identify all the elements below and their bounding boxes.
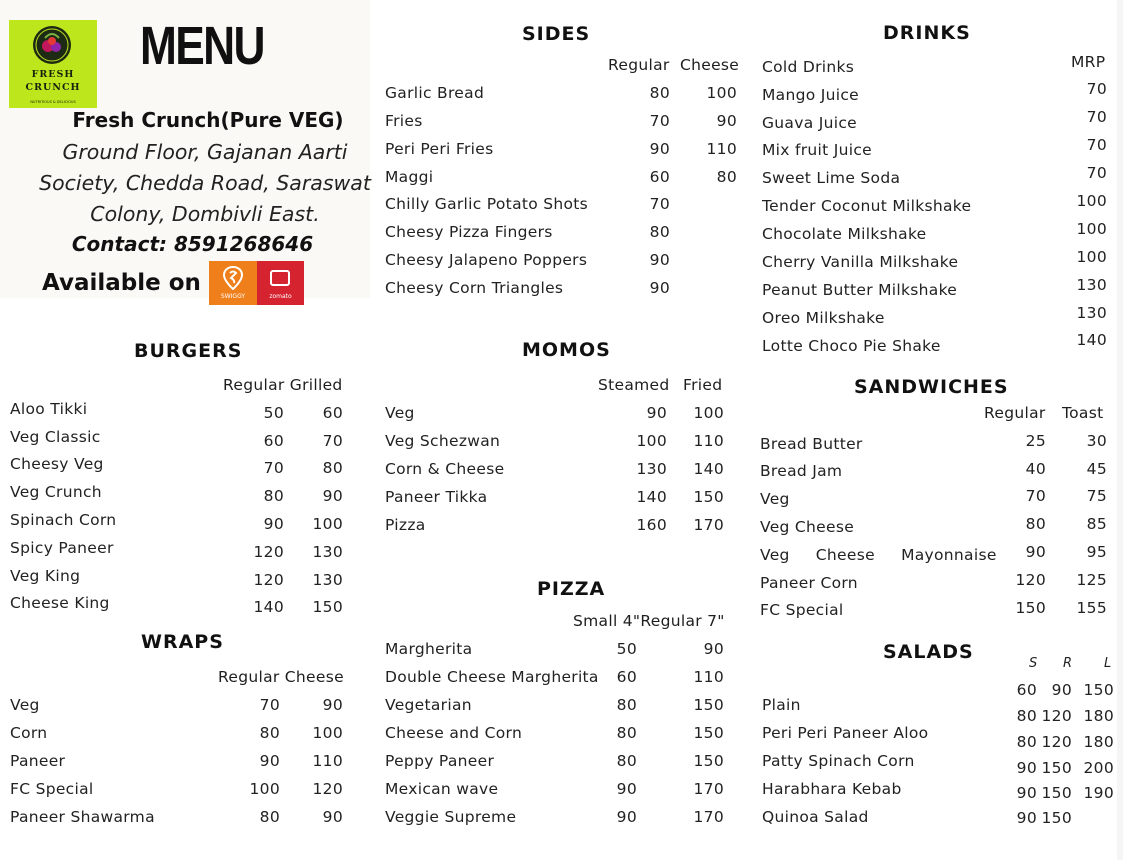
sandwiches-col-regular: Regular	[984, 404, 1046, 422]
right-edge-strip	[1117, 0, 1123, 860]
menu-item-price: 170	[693, 780, 724, 798]
menu-item-price: 70	[649, 112, 670, 130]
menu-item-name: Mexican wave	[385, 780, 499, 798]
menu-item-price: 190	[1083, 784, 1114, 802]
menu-item-name: Vegetarian	[385, 696, 472, 714]
section-title-momos: MOMOS	[522, 339, 611, 361]
salads-col-s: S	[1029, 656, 1038, 671]
menu-item-price: 90	[263, 515, 284, 533]
menu-item-price: 70	[1025, 487, 1046, 505]
address-line: Society, Chedda Road, Saraswat	[39, 171, 371, 195]
salads-col-l: L	[1104, 656, 1112, 671]
menu-item-price: 80	[259, 724, 280, 742]
menu-item-price: 110	[312, 752, 343, 770]
drinks-col-mrp: MRP	[1071, 53, 1106, 71]
menu-item-price: 110	[706, 140, 737, 158]
menu-item-price: 140	[636, 488, 667, 506]
menu-item-name: Harabhara Kebab	[762, 780, 902, 798]
menu-item-price: 100	[1076, 220, 1107, 238]
menu-item-name: Veg Cheese Mayonnaise	[760, 546, 997, 564]
menu-item-name: Veg King	[10, 567, 81, 585]
menu-item-price: 90	[322, 808, 343, 826]
swiggy-label: SWIGGY	[220, 293, 246, 300]
menu-item-price: 140	[253, 598, 284, 616]
menu-item-name: Corn & Cheese	[385, 460, 505, 478]
menu-item-name: Maggi	[385, 168, 434, 186]
menu-item-price: 150	[1083, 681, 1114, 699]
menu-item-price: 90	[1051, 681, 1072, 699]
section-title-sides: SIDES	[522, 23, 591, 45]
menu-item-name: FC Special	[760, 601, 844, 619]
menu-item-price: 70	[263, 459, 284, 477]
sides-col-cheese: Cheese	[680, 56, 740, 74]
menu-item-name: Double Cheese Margherita	[385, 668, 599, 686]
menu-item-price: 70	[1086, 80, 1107, 98]
restaurant-name: Fresh Crunch(Pure VEG)	[72, 108, 344, 132]
menu-item-price: 100	[249, 780, 280, 798]
sandwiches-col-toast: Toast	[1062, 404, 1104, 422]
menu-item-price: 85	[1086, 515, 1107, 533]
menu-item-price: 90	[649, 140, 670, 158]
menu-item-price: 70	[649, 195, 670, 213]
menu-item-price: 70	[1086, 136, 1107, 154]
menu-item-price: 70	[259, 696, 280, 714]
menu-item-price: 150	[1041, 809, 1072, 827]
menu-item-price: 150	[693, 724, 724, 742]
menu-item-name: Veg	[385, 404, 415, 422]
menu-item-price: 80	[649, 223, 670, 241]
zomato-label: zomato	[269, 293, 292, 300]
menu-item-price: 100	[706, 84, 737, 102]
menu-item-price: 40	[1025, 460, 1046, 478]
contact-number: Contact: 8591268646	[71, 232, 314, 256]
menu-item-name: Quinoa Salad	[762, 808, 869, 826]
momos-col-steamed: Steamed	[598, 376, 670, 394]
menu-item-name: Cheesy Pizza Fingers	[385, 223, 553, 241]
pizza-col-header: Small 4"Regular 7"	[573, 612, 725, 630]
menu-item-name: Veg	[10, 696, 40, 714]
menu-item-name: Tender Coconut Milkshake	[762, 197, 972, 215]
menu-item-price: 110	[693, 432, 724, 450]
menu-item-price: 120	[253, 571, 284, 589]
menu-item-price: 60	[649, 168, 670, 186]
menu-item-price: 25	[1025, 432, 1046, 450]
menu-item-price: 45	[1086, 460, 1107, 478]
menu-item-name: Patty Spinach Corn	[762, 752, 915, 770]
menu-item-price: 160	[636, 516, 667, 534]
menu-item-price: 150	[693, 488, 724, 506]
menu-item-price: 200	[1083, 759, 1114, 777]
menu-item-price: 80	[616, 696, 637, 714]
menu-item-name: Mango Juice	[762, 86, 860, 104]
swiggy-logo[interactable]	[209, 261, 257, 305]
menu-item-name: Peppy Paneer	[385, 752, 495, 770]
menu-item-price: 90	[1025, 543, 1046, 561]
section-title-burgers: BURGERS	[134, 340, 243, 362]
logo-line-fresh: FRESH	[31, 69, 75, 80]
menu-item-price: 150	[312, 598, 343, 616]
menu-item-name: Paneer Corn	[760, 574, 858, 592]
menu-item-name: Paneer	[10, 752, 66, 770]
menu-item-name: Paneer Tikka	[385, 488, 488, 506]
menu-item-name: Veg	[760, 490, 790, 508]
menu-item-price: 170	[693, 516, 724, 534]
menu-item-price: 170	[693, 808, 724, 826]
logo-emblem-icon	[33, 26, 71, 64]
menu-item-price: 30	[1086, 432, 1107, 450]
menu-item-price: 60	[1016, 681, 1037, 699]
section-title-pizza: PIZZA	[537, 578, 606, 600]
menu-item-price: 90	[1016, 784, 1037, 802]
menu-item-price: 90	[616, 808, 637, 826]
menu-item-name: Corn	[10, 724, 48, 742]
logo-line-crunch: CRUNCH	[25, 82, 81, 93]
menu-item-name: Chocolate Milkshake	[762, 225, 927, 243]
menu-item-price: 150	[1015, 599, 1046, 617]
menu-item-price: 95	[1086, 543, 1107, 561]
menu-item-price: 80	[259, 808, 280, 826]
menu-item-price: 140	[1076, 331, 1107, 349]
logo-tagline: NUTRITIOUS & DELICIOUS	[30, 100, 76, 104]
menu-item-name: Cherry Vanilla Milkshake	[762, 253, 959, 271]
menu-item-price: 155	[1076, 599, 1107, 617]
menu-item-price: 90	[1016, 809, 1037, 827]
menu-item-price: 150	[693, 752, 724, 770]
menu-item-price: 100	[1076, 248, 1107, 266]
menu-item-name: Oreo Milkshake	[762, 309, 885, 327]
salads-col-r: R	[1063, 656, 1073, 671]
menu-item-price: 125	[1076, 571, 1107, 589]
menu-item-name: Peri Peri Paneer Aloo	[762, 724, 929, 742]
menu-item-name: Veg Crunch	[10, 483, 102, 501]
zomato-icon	[270, 270, 290, 286]
menu-item-price: 90	[259, 752, 280, 770]
menu-item-price: 70	[322, 432, 343, 450]
menu-item-price: 100	[1076, 192, 1107, 210]
menu-item-price: 60	[322, 404, 343, 422]
menu-item-price: 150	[1041, 784, 1072, 802]
menu-item-price: 90	[322, 487, 343, 505]
menu-item-name: Margherita	[385, 640, 473, 658]
menu-item-price: 120	[1041, 733, 1072, 751]
menu-item-price: 90	[703, 640, 724, 658]
menu-item-price: 80	[263, 487, 284, 505]
menu-item-name: Fries	[385, 112, 423, 130]
menu-item-price: 90	[649, 251, 670, 269]
menu-item-price: 60	[616, 668, 637, 686]
menu-item-price: 90	[1016, 759, 1037, 777]
menu-item-price: 70	[1086, 164, 1107, 182]
section-title-salads: SALADS	[883, 641, 974, 663]
menu-item-name: Bread Jam	[760, 462, 843, 480]
menu-item-price: 120	[253, 543, 284, 561]
menu-item-price: 90	[322, 696, 343, 714]
menu-item-name: Mix fruit Juice	[762, 141, 873, 159]
menu-item-name: Peri Peri Fries	[385, 140, 494, 158]
menu-item-name: Veg Cheese	[760, 518, 855, 536]
swiggy-pin-icon	[223, 266, 243, 290]
menu-item-price: 100	[312, 515, 343, 533]
section-title-drinks: DRINKS	[883, 22, 971, 44]
menu-item-name: Guava Juice	[762, 114, 857, 132]
burgers-col-header: Regular Grilled	[223, 376, 343, 394]
menu-item-name: Spinach Corn	[10, 511, 117, 529]
menu-item-name: Spicy Paneer	[10, 539, 114, 557]
menu-item-price: 60	[263, 432, 284, 450]
menu-item-price: 120	[1041, 707, 1072, 725]
menu-item-name: Peanut Butter Milkshake	[762, 281, 958, 299]
menu-item-price: 180	[1083, 707, 1114, 725]
logo-text	[9, 68, 97, 94]
menu-item-price: 130	[1076, 304, 1107, 322]
menu-item-price: 150	[693, 696, 724, 714]
menu-item-price: 80	[322, 459, 343, 477]
menu-item-price: 70	[1086, 108, 1107, 126]
menu-item-name: Veggie Supreme	[385, 808, 517, 826]
menu-item-name: Paneer Shawarma	[10, 808, 155, 826]
menu-item-name: Aloo Tikki	[10, 400, 88, 418]
menu-item-price: 130	[312, 571, 343, 589]
menu-item-name: Bread Butter	[760, 435, 863, 453]
address-line: Colony, Dombivli East.	[90, 202, 320, 226]
menu-item-price: 130	[312, 543, 343, 561]
menu-item-price: 100	[636, 432, 667, 450]
menu-item-name: Lotte Choco Pie Shake	[762, 337, 941, 355]
menu-item-name: Veg Classic	[10, 428, 101, 446]
wraps-col-header: Regular Cheese	[218, 668, 344, 686]
menu-item-price: 90	[649, 279, 670, 297]
section-title-wraps: WRAPS	[141, 631, 224, 653]
menu-item-price: 80	[1016, 733, 1037, 751]
menu-item-name: Cheese and Corn	[385, 724, 523, 742]
sides-col-regular: Regular	[608, 56, 670, 74]
menu-item-price: 180	[1083, 733, 1114, 751]
menu-item-price: 120	[1015, 571, 1046, 589]
menu-item-price: 90	[616, 780, 637, 798]
zomato-logo[interactable]	[257, 261, 304, 305]
fresh-crunch-logo	[9, 20, 97, 108]
menu-item-price: 80	[649, 84, 670, 102]
menu-item-price: 90	[716, 112, 737, 130]
menu-item-price: 80	[616, 724, 637, 742]
menu-item-name: FC Special	[10, 780, 94, 798]
menu-item-name: Chilly Garlic Potato Shots	[385, 195, 589, 213]
menu-item-price: 100	[312, 724, 343, 742]
menu-item-price: 50	[616, 640, 637, 658]
menu-item-name: Pizza	[385, 516, 426, 534]
menu-item-price: 130	[636, 460, 667, 478]
menu-item-price: 150	[1041, 759, 1072, 777]
section-title-sandwiches: SANDWICHES	[854, 376, 1009, 398]
menu-item-name: Cheese King	[10, 594, 110, 612]
momos-col-fried: Fried	[683, 376, 723, 394]
menu-item-price: 50	[263, 404, 284, 422]
menu-item-name: Sweet Lime Soda	[762, 169, 901, 187]
address-line: Ground Floor, Gajanan Aarti	[62, 140, 348, 164]
menu-item-price: 75	[1086, 487, 1107, 505]
menu-item-price: 80	[616, 752, 637, 770]
menu-item-price: 100	[693, 404, 724, 422]
address	[0, 137, 410, 230]
menu-item-price: 80	[1025, 515, 1046, 533]
menu-item-name: Cheesy Corn Triangles	[385, 279, 564, 297]
menu-item-name: Cheesy Veg	[10, 455, 104, 473]
menu-item-name: Veg Schezwan	[385, 432, 501, 450]
menu-item-price: 120	[312, 780, 343, 798]
menu-item-price: 130	[1076, 276, 1107, 294]
available-on-label: Available on	[42, 270, 201, 296]
menu-item-price: 80	[1016, 707, 1037, 725]
menu-item-name: Garlic Bread	[385, 84, 485, 102]
menu-item-name: Plain	[762, 696, 801, 714]
menu-item-name: Cold Drinks	[762, 58, 855, 76]
menu-item-price: 90	[646, 404, 667, 422]
page-title: MENU	[140, 16, 264, 76]
menu-item-price: 140	[693, 460, 724, 478]
menu-item-name: Cheesy Jalapeno Poppers	[385, 251, 588, 269]
menu-item-price: 80	[716, 168, 737, 186]
menu-item-price: 110	[693, 668, 724, 686]
